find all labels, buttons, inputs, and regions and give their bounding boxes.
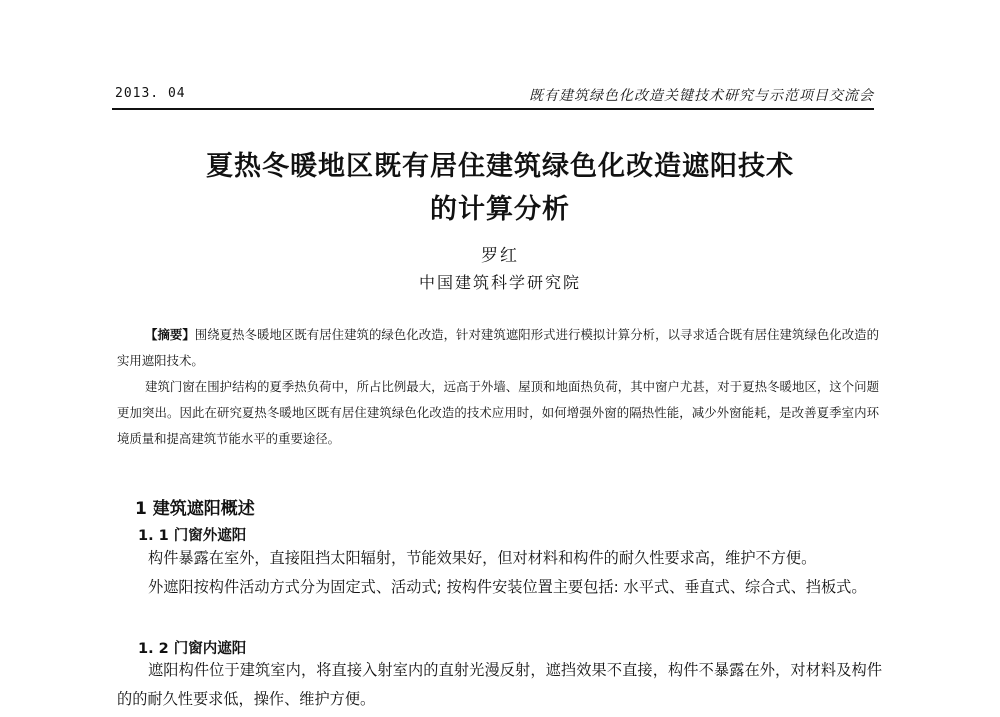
paper-title — [0, 145, 1000, 231]
section-1-1-paragraph-1: 构件暴露在室外，直接阻挡太阳辐射，节能效果好，但对材料和构件的耐久性要求高，维护不方便。 — [148, 549, 817, 567]
issue-date: 2013. 04 — [115, 86, 186, 101]
paper-title-line-2: 的计算分析 — [430, 194, 570, 225]
running-header — [112, 84, 874, 108]
abstract-block — [117, 322, 879, 452]
author-affiliation: 中国建筑科学研究院 — [418, 273, 581, 292]
paper-title-line-1: 夏热冬暖地区既有居住建筑绿色化改造遮阳技术 — [206, 151, 794, 182]
section-1-2-paragraph-1: 遮阳构件位于建筑室内，将直接入射室内的直射光漫反射，遮挡效果不直接，构件不暴露在外，对材料及构件的的耐久性要求低，操作、维护方便。 — [117, 661, 882, 708]
journal-name: 既有建筑绿色化改造关键技术研究与示范项目交流会 — [529, 88, 874, 104]
section-1-1-heading: 1. 1 门窗外遮阳 — [138, 528, 247, 544]
abstract-paragraph — [117, 322, 879, 374]
section-1-heading: 1 建筑遮阳概述 — [135, 499, 255, 519]
author-name: 罗红 — [481, 246, 519, 266]
header-rule — [112, 108, 874, 110]
abstract-paragraph-2: 建筑门窗在围护结构的夏季热负荷中，所占比例最大，远高于外墙、屋顶和地面热负荷，其中窗户尤甚，对于夏热冬暖地区，这个问题更加突出。因此在研究夏热冬暖地区既有居住建筑绿色化改造的技术应用时，如何增强外窗的隔热性能，减少外窗能耗，是改善夏季室内环境质量和提高建筑节能水平的重要途径。 — [117, 379, 879, 446]
section-1-2-heading: 1. 2 门窗内遮阳 — [138, 641, 247, 657]
section-1-1-paragraph-2: 外遮阳按构件活动方式分为固定式、活动式; 按构件安装位置主要包括: 水平式、垂直式、综合式、挡板式。 — [148, 578, 867, 596]
section-1-2-body — [117, 656, 882, 714]
section-1-1-body — [117, 544, 882, 602]
abstract-text: 围绕夏热冬暖地区既有居住建筑的绿色化改造，针对建筑遮阳形式进行模拟计算分析，以寻求适合既有居住建筑绿色化改造的实用遮阳技术。 — [117, 327, 880, 368]
abstract-label: 【摘要】 — [145, 327, 195, 342]
